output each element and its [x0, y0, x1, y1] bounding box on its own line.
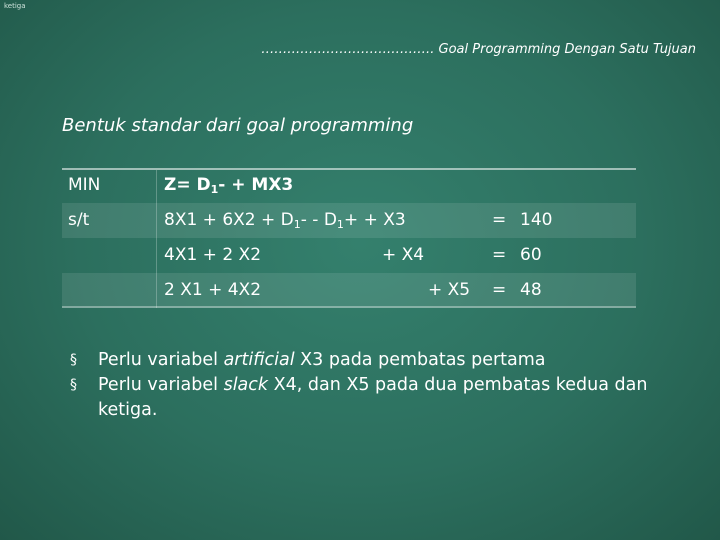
- bullet-emphasis: artificial: [223, 350, 295, 370]
- table-row-constraint-2: [62, 238, 636, 273]
- row-label-st: s/t: [68, 210, 90, 230]
- table-row-constraint-3: [62, 273, 636, 308]
- bullet-list: [70, 348, 680, 423]
- constraint-2-rhs: 60: [520, 245, 542, 265]
- c1-part2: - - D: [300, 210, 337, 230]
- c1-part3: + + X3: [343, 210, 406, 230]
- formulation-table: [62, 168, 636, 308]
- bullet-text-before: Perlu variabel: [98, 375, 224, 395]
- constraint-3-rhs: 48: [520, 280, 542, 300]
- c1-sub1: 1: [293, 218, 301, 231]
- objective-function: [164, 168, 293, 207]
- section-title: Bentuk standar dari goal programming: [62, 115, 414, 136]
- bullet-marker-icon: §: [70, 377, 77, 393]
- list-item: [70, 373, 680, 423]
- c1-part1: 8X1 + 6X2 + D: [164, 210, 294, 230]
- table-bottom-rule: [62, 306, 636, 308]
- table-row-constraint-1: [62, 203, 636, 238]
- constraint-3-expression: 2 X1 + 4X2: [164, 280, 262, 300]
- c1-sub2: 1: [336, 218, 344, 231]
- objective-suffix: - + MX3: [218, 175, 294, 195]
- page-header: …………………………………. Goal Programming Dengan Satu Tujuan: [261, 42, 696, 57]
- list-item: [70, 348, 680, 373]
- bullet-text-before: Perlu variabel: [98, 350, 224, 370]
- objective-subscript: 1: [210, 183, 219, 196]
- table-row-objective: [62, 168, 636, 203]
- corner-note: ketiga: [4, 2, 26, 10]
- constraint-3-slack: + X5: [428, 280, 471, 300]
- bullet-text-after: X3 pada pembatas pertama: [294, 350, 546, 370]
- objective-prefix: Z= D: [164, 175, 211, 195]
- constraint-2-equals: =: [492, 245, 507, 265]
- constraint-3-equals: =: [492, 280, 507, 300]
- bullet-text-after: X4, dan X5 pada dua pembatas kedua dan ketiga.: [98, 375, 648, 420]
- row-label-min: MIN: [68, 175, 101, 195]
- bullet-emphasis: slack: [223, 375, 269, 395]
- constraint-2-slack: + X4: [382, 245, 425, 265]
- bullet-marker-icon: §: [70, 352, 77, 368]
- constraint-2-expression: 4X1 + 2 X2: [164, 245, 262, 265]
- constraint-1-expression: [164, 203, 406, 242]
- constraint-1-rhs: 140: [520, 210, 553, 230]
- constraint-1-equals: =: [492, 210, 507, 230]
